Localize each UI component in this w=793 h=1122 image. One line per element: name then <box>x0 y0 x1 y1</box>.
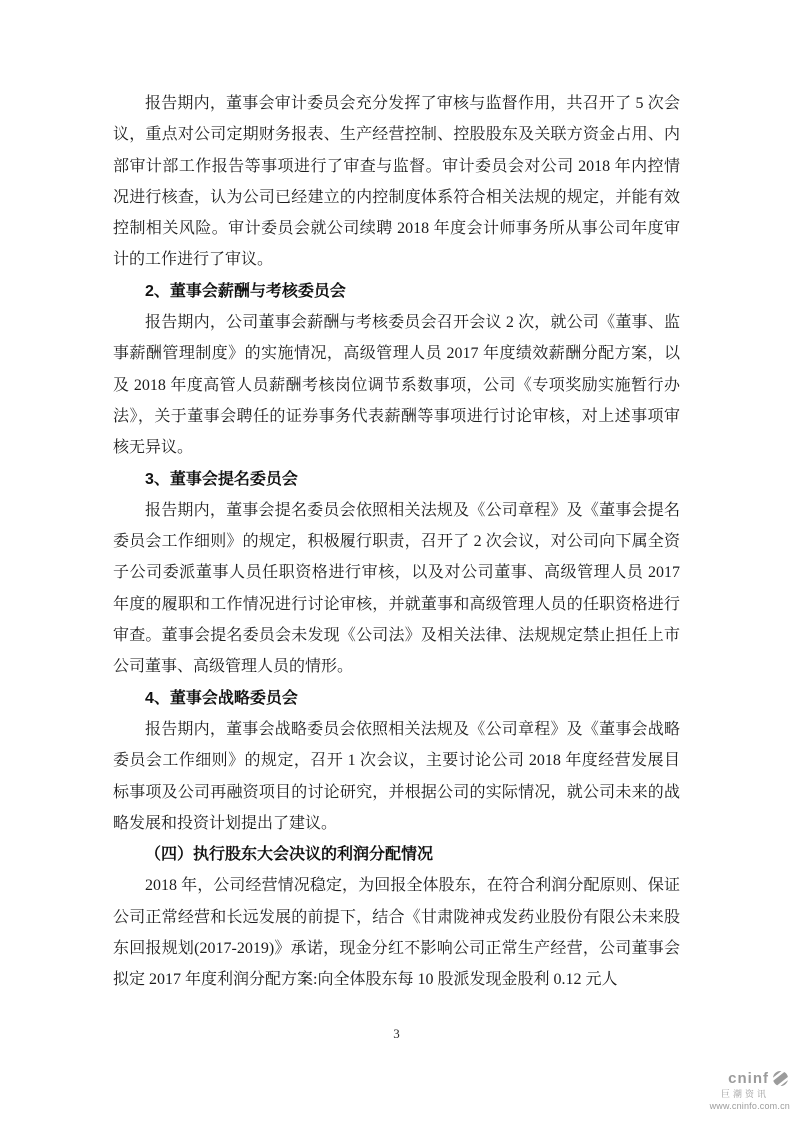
paragraph: 报告期内，董事会提名委员会依照相关法规及《公司章程》及《董事会提名委员会工作细则》的规定，积极履行职责，召开了 2 次会议，对公司向下属全资子公司委派董事人员任职资格进行审核，以及对公司董事、高级管理人员 2017 年度的履职和工作情况进行讨论审核，并就董事和高级管理人员的任职资格进行审查。董事会提名委员会未发现《公司法》及相关法律、法规规定禁止担任上市公司董事、高级管理人员的情形。 <box>113 501 680 676</box>
section-heading: 2、董事会薪酬与考核委员会 <box>145 282 346 300</box>
logo-brand-row <box>710 1069 790 1088</box>
document-body <box>113 88 680 996</box>
logo-brand-text: cninf <box>728 1070 769 1087</box>
cninfo-swirl-icon <box>771 1069 790 1088</box>
section-heading: （四）执行股东大会决议的利润分配情况 <box>145 846 434 864</box>
paragraph: 报告期内，董事会战略委员会依照相关法规及《公司章程》及《董事会战略委员会工作细则》的规定，召开 1 次会议，主要讨论公司 2018 年度经营发展目标事项及公司再融资项目的讨论研究，并根据公司的实际情况，就公司未来的战略发展和投资计划提出了建议。 <box>113 720 680 832</box>
paragraph: 报告期内，董事会审计委员会充分发挥了审核与监督作用，共召开了 5 次会议，重点对公司定期财务报表、生产经营控制、控股股东及关联方资金占用、内部审计部工作报告等事项进行了审查与监督。审计委员会对公司 2018 年内控情况进行核查，认为公司已经建立的内控制度体系符合相关法规的规定，并能有效控制相关风险。审计委员会就公司续聘 2018 年度会计师事务所从事公司年度审计的工作进行了审议。 <box>113 95 680 269</box>
section-heading: 4、董事会战略委员会 <box>145 689 298 707</box>
paragraph: 报告期内，公司董事会薪酬与考核委员会召开会议 2 次，就公司《董事、监事薪酬管理制度》的实施情况，高级管理人员 2017 年度绩效薪酬分配方案，以及 2018 年度高管人员薪酬考核岗位调节系数事项，公司《专项奖励实施暂行办法》，关于董事会聘任的证券事务代表薪酬等事项进行讨论审核，对上述事项审核无异议。 <box>113 314 680 457</box>
cninfo-logo <box>710 1069 790 1111</box>
section-heading: 3、董事会提名委员会 <box>145 470 298 488</box>
page-number: 3 <box>393 1026 400 1041</box>
logo-chinese-name: 巨潮资讯 <box>720 1089 769 1099</box>
paragraph: 2018 年，公司经营情况稳定，为回报全体股东，在符合利润分配原则、保证公司正常经营和长远发展的前提下，结合《甘肃陇神戎发药业股份有限公未来股东回报规划(2017-2019)》承诺，现金分红不影响公司正常生产经营，公司董事会拟定 2017 年度利润分配方案:向全体股东每 10 股派发现金股利 0.12 元人 <box>113 877 680 989</box>
logo-url: www.cninfo.com.cn <box>709 1101 790 1111</box>
